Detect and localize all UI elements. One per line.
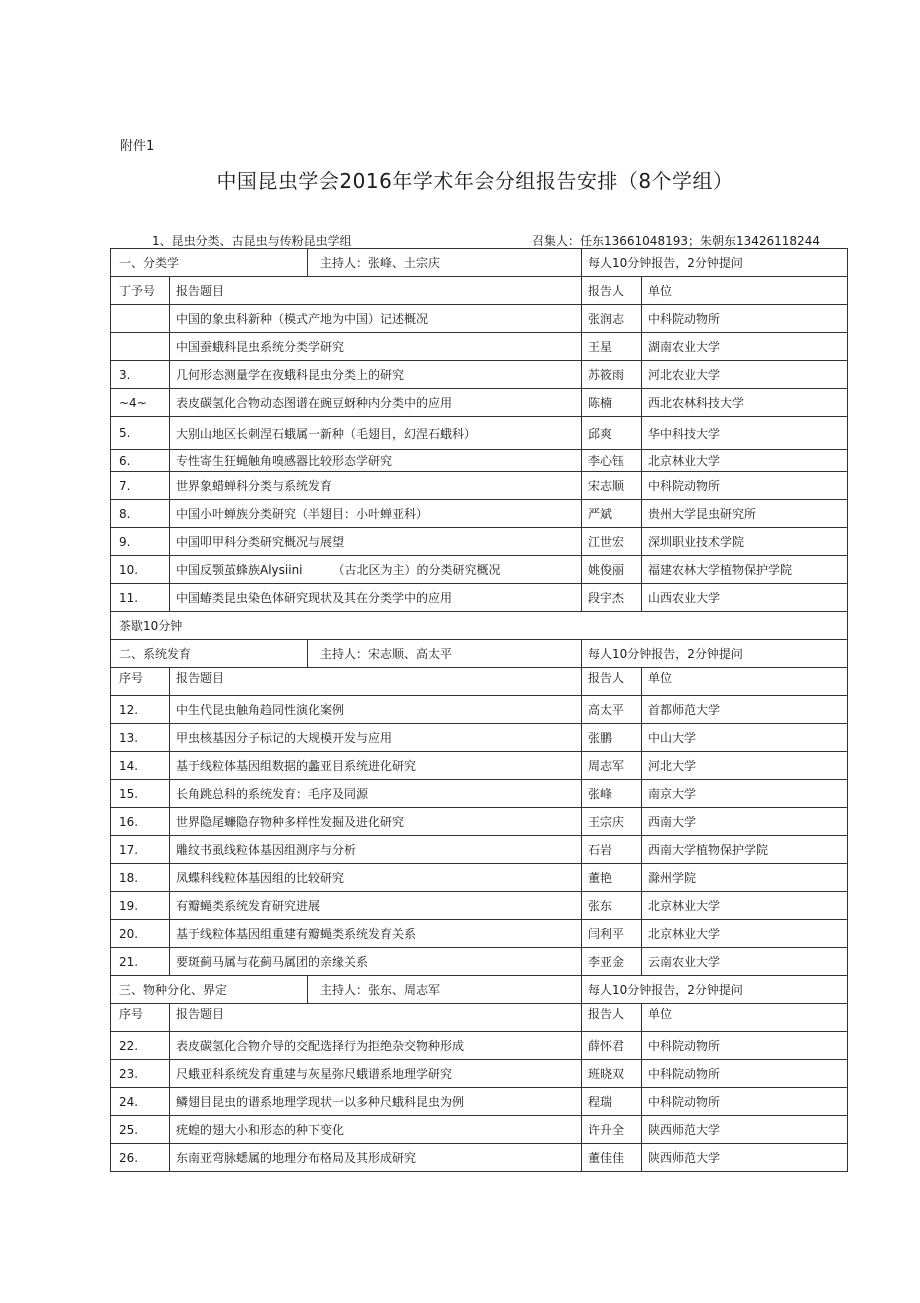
reporter-name: 李亚金 <box>581 948 641 975</box>
row-number: 15. <box>119 786 139 801</box>
reporter-unit: 北京林业大学 <box>641 920 847 947</box>
row-number: 8. <box>119 506 131 521</box>
schedule-table <box>110 248 848 1172</box>
row-number: 13. <box>119 730 139 745</box>
row-number: 25. <box>119 1122 139 1137</box>
column-header-row <box>111 668 847 696</box>
reporter-unit: 南京大学 <box>641 780 847 807</box>
reporter-unit: 深圳职业技术学院 <box>641 528 847 555</box>
row-number: 24. <box>119 1094 139 1109</box>
reporter-name: 王宗庆 <box>581 808 641 835</box>
reporter-name: 周志军 <box>581 752 641 779</box>
reporter-name: 宋志顺 <box>581 472 641 499</box>
reporter-unit: 北京林业大学 <box>641 892 847 919</box>
tea-break: 茶歇10分钟 <box>119 619 183 633</box>
report-title: 东南亚弯脉蟋属的地理分布格局及其形成研究 <box>169 1144 581 1171</box>
report-title: 凤蝶科线粒体基因组的比较研究 <box>169 864 581 891</box>
reporter-unit: 首都师范大学 <box>641 696 847 723</box>
report-title: 中国的象虫科新种（模式产地为中国）记述概况 <box>169 305 581 332</box>
reporter-unit: 中科院动物所 <box>641 305 847 332</box>
table-row <box>111 808 847 836</box>
report-title: 大别山地区长刺涅石蛾属一新种（毛翅目，幻涅石蛾科） <box>169 417 581 449</box>
row-number: 14. <box>119 758 139 773</box>
report-title: 基于线粒体基因组数据的蠡亚目系统进化研究 <box>169 752 581 779</box>
reporter-unit: 中科院动物所 <box>641 1060 847 1087</box>
table-row <box>111 1116 847 1144</box>
report-title: 表皮碳氢化合物动态图谱在豌豆蚜种内分类中的应用 <box>169 389 581 416</box>
col-header-no: 丁予号 <box>119 284 156 298</box>
table-row <box>111 1144 847 1172</box>
row-number: 20. <box>119 926 139 941</box>
table-row <box>111 724 847 752</box>
reporter-name: 石岩 <box>581 836 641 863</box>
reporter-name: 董佳佳 <box>581 1144 641 1171</box>
table-row <box>111 864 847 892</box>
report-title: 表皮碳氢化合物介导的交配选择行为拒绝杂交物种形成 <box>169 1032 581 1059</box>
reporter-unit: 湖南农业大学 <box>641 333 847 360</box>
reporter-name: 邱爽 <box>581 417 641 449</box>
report-title: 尺蛾亚科系统发育重建与灰星弥尺蛾谱系地理学研究 <box>169 1060 581 1087</box>
report-title: 中国叩甲科分类研究概况与展望 <box>169 528 581 555</box>
reporter-name: 许升全 <box>581 1116 641 1143</box>
table-row <box>111 780 847 808</box>
report-title: 鳞翅目昆虫的谱系地理学现状一以多种尺蛾科昆虫为例 <box>169 1088 581 1115</box>
section-host: 主持人：宋志顺、高太平 <box>307 640 581 667</box>
table-row <box>111 417 847 450</box>
reporter-unit: 华中科技大学 <box>641 417 847 449</box>
col-header-reporter: 报告人 <box>581 668 641 695</box>
report-title: 甲虫核基因分子标记的大规模开发与应用 <box>169 724 581 751</box>
report-title: 中国蚕蛾科昆虫系统分类学研究 <box>169 333 581 360</box>
report-title: 基于线粒体基因组重建有瓣蝇类系统发育关系 <box>169 920 581 947</box>
report-title: 中生代昆虫触角趋同性演化案例 <box>169 696 581 723</box>
table-row <box>111 1060 847 1088</box>
reporter-unit: 云南农业大学 <box>641 948 847 975</box>
reporter-unit: 中科院动物所 <box>641 1032 847 1059</box>
reporter-name: 严斌 <box>581 500 641 527</box>
reporter-unit: 陕西师范大学 <box>641 1144 847 1171</box>
reporter-name: 董艳 <box>581 864 641 891</box>
reporter-unit: 河北大学 <box>641 752 847 779</box>
row-number <box>111 333 169 360</box>
row-number: 12. <box>119 702 139 717</box>
reporter-unit: 福建农林大学植物保护学院 <box>641 556 847 583</box>
reporter-name: 程瑞 <box>581 1088 641 1115</box>
col-header-reporter: 报告人 <box>581 1004 641 1031</box>
reporter-name: 班晓双 <box>581 1060 641 1087</box>
reporter-name: 张鹏 <box>581 724 641 751</box>
row-number <box>111 305 169 332</box>
reporter-unit: 贵州大学昆虫研究所 <box>641 500 847 527</box>
report-title: 几何形态测量学在夜蛾科昆虫分类上的研究 <box>169 361 581 388</box>
report-title: 世界象蜡蝉科分类与系统发育 <box>169 472 581 499</box>
section-header-row <box>111 976 847 1004</box>
reporter-unit: 北京林业大学 <box>641 450 847 471</box>
table-row <box>111 836 847 864</box>
table-row <box>111 1088 847 1116</box>
table-row <box>111 1032 847 1060</box>
table-row <box>111 920 847 948</box>
row-number: 6. <box>119 453 131 468</box>
section-header-row <box>111 249 847 277</box>
report-title: 疣蝗的翅大小和形态的种下变化 <box>169 1116 581 1143</box>
reporter-name: 李心钰 <box>581 450 641 471</box>
reporter-unit: 陕西师范大学 <box>641 1116 847 1143</box>
reporter-unit: 中山大学 <box>641 724 847 751</box>
column-header-row <box>111 1004 847 1032</box>
section-name: 一、分类学 <box>119 256 180 270</box>
row-number: 3. <box>119 367 131 382</box>
table-row <box>111 333 847 361</box>
table-row <box>111 584 847 612</box>
page-title: 中国昆虫学会2016年学术年会分组报告安排（8个学组） <box>216 169 734 193</box>
reporter-unit: 滁州学院 <box>641 864 847 891</box>
col-header-unit: 单位 <box>641 277 847 304</box>
row-number: 19. <box>119 898 139 913</box>
col-header-no: 序号 <box>119 671 144 685</box>
reporter-unit: 西南大学植物保护学院 <box>641 836 847 863</box>
report-title: 世界隐尾蠊隐存物种多样性发掘及进化研究 <box>169 808 581 835</box>
section-host: 主持人：张东、周志军 <box>307 976 581 1003</box>
report-title: 要斑蓟马属与花蓟马属团的亲缘关系 <box>169 948 581 975</box>
reporter-name: 高太平 <box>581 696 641 723</box>
reporter-unit: 中科院动物所 <box>641 1088 847 1115</box>
row-number: 17. <box>119 842 139 857</box>
table-row <box>111 948 847 976</box>
col-header-unit: 单位 <box>641 1004 847 1031</box>
row-number: 18. <box>119 870 139 885</box>
row-number: 21. <box>119 954 139 969</box>
reporter-name: 江世宏 <box>581 528 641 555</box>
table-row <box>111 389 847 417</box>
section-host: 主持人：张峰、土宗庆 <box>307 249 581 276</box>
section-header-row <box>111 640 847 668</box>
table-row <box>111 472 847 500</box>
column-header-row <box>111 277 847 305</box>
row-number: 9. <box>119 534 131 549</box>
reporter-name: 薛怀君 <box>581 1032 641 1059</box>
reporter-name: 闫利平 <box>581 920 641 947</box>
col-header-title: 报告题目 <box>169 1004 581 1031</box>
section-name: 二、系统发育 <box>119 647 192 661</box>
row-number: 7. <box>119 478 131 493</box>
col-header-no: 序号 <box>119 1007 144 1021</box>
table-row <box>111 450 847 472</box>
tea-break-row <box>111 612 847 640</box>
report-title: 有瓣蝇类系统发育研究进展 <box>169 892 581 919</box>
row-number: 16. <box>119 814 139 829</box>
row-number: 10. <box>119 562 139 577</box>
table-row <box>111 500 847 528</box>
row-number: ~4~ <box>119 395 147 410</box>
table-row <box>111 892 847 920</box>
reporter-name: 王星 <box>581 333 641 360</box>
group-name: 1、昆虫分类、古昆虫与传粉昆虫学组 <box>152 234 352 248</box>
report-title: 中国小叶蝉族分类研究（半翅目：小叶蝉亚科） <box>169 500 581 527</box>
reporter-name: 张东 <box>581 892 641 919</box>
reporter-unit: 西南大学 <box>641 808 847 835</box>
row-number: 5. <box>119 426 131 440</box>
report-title: 长角跳总科的系统发育：毛序及同源 <box>169 780 581 807</box>
report-title: 中国反颚茧蜂族Alysiini （古北区为主）的分类研究概况 <box>169 556 581 583</box>
reporter-name: 张峰 <box>581 780 641 807</box>
report-title: 中国蝽类昆虫染色体研究现状及其在分类学中的应用 <box>169 584 581 611</box>
report-title: 雕纹书虱线粒体基因组测序与分析 <box>169 836 581 863</box>
reporter-unit: 河北农业大学 <box>641 361 847 388</box>
section-rule: 每人10分钟报告，2分钟提问 <box>581 976 847 1003</box>
row-number: 11. <box>119 590 139 605</box>
col-header-title: 报告题目 <box>169 277 581 304</box>
reporter-unit: 西北农林科技大学 <box>641 389 847 416</box>
col-header-reporter: 报告人 <box>581 277 641 304</box>
reporter-name: 张润志 <box>581 305 641 332</box>
col-header-unit: 单位 <box>641 668 847 695</box>
table-row <box>111 556 847 584</box>
reporter-name: 段宇杰 <box>581 584 641 611</box>
reporter-unit: 中科院动物所 <box>641 472 847 499</box>
reporter-name: 姚俊丽 <box>581 556 641 583</box>
table-row <box>111 361 847 389</box>
table-row <box>111 696 847 724</box>
reporter-name: 苏筱雨 <box>581 361 641 388</box>
section-name: 三、物种分化、界定 <box>119 983 228 997</box>
table-row <box>111 528 847 556</box>
col-header-title: 报告题目 <box>169 668 581 695</box>
group-line <box>152 232 852 249</box>
row-number: 22. <box>119 1038 139 1053</box>
section-rule: 每人10分钟报告，2分钟提问 <box>581 249 847 276</box>
attachment-label: 附件1 <box>120 139 155 154</box>
table-row <box>111 752 847 780</box>
reporter-unit: 山西农业大学 <box>641 584 847 611</box>
row-number: 26. <box>119 1150 139 1165</box>
report-title: 专性寄生狂蝇触角嗅感器比较形态学研究 <box>169 450 581 471</box>
reporter-name: 陈楠 <box>581 389 641 416</box>
group-convener: 召集人：任东13661048193；朱朝东13426118244 <box>532 234 820 248</box>
row-number: 23. <box>119 1066 139 1081</box>
table-row <box>111 305 847 333</box>
section-rule: 每人10分钟报告，2分钟提问 <box>581 640 847 667</box>
